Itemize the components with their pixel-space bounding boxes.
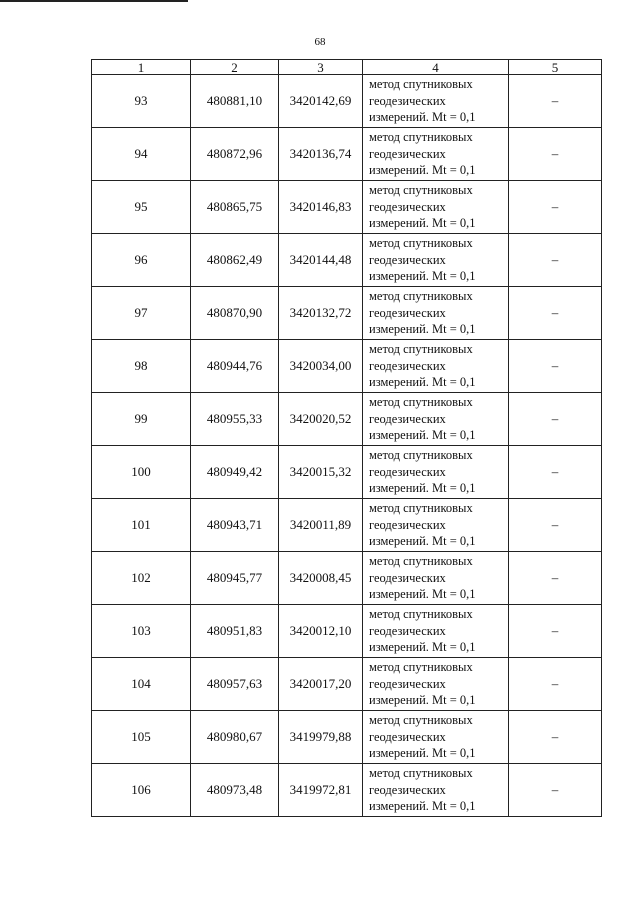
coord-x: 480957,63 <box>191 658 279 711</box>
method-description: метод спутниковых геодезических измерений. Mt = 0,1 <box>363 446 509 499</box>
table-row <box>92 393 602 446</box>
method-description: метод спутниковых геодезических измерений. Mt = 0,1 <box>363 128 509 181</box>
coord-x: 480881,10 <box>191 75 279 128</box>
method-description: метод спутниковых геодезических измерений. Mt = 0,1 <box>363 605 509 658</box>
table-row <box>92 711 602 764</box>
method-description: метод спутниковых геодезических измерений. Mt = 0,1 <box>363 181 509 234</box>
point-number: 98 <box>92 340 191 393</box>
method-description: метод спутниковых геодезических измерений. Mt = 0,1 <box>363 499 509 552</box>
coord-x: 480980,67 <box>191 711 279 764</box>
method-description: метод спутниковых геодезических измерений. Mt = 0,1 <box>363 764 509 817</box>
coord-y: 3420146,83 <box>279 181 363 234</box>
note-dash: – <box>509 287 602 340</box>
coord-x: 480870,90 <box>191 287 279 340</box>
note-dash: – <box>509 234 602 287</box>
coordinates-table <box>91 59 602 817</box>
table-row <box>92 605 602 658</box>
table-row <box>92 446 602 499</box>
column-header-5: 5 <box>509 60 602 75</box>
note-dash: – <box>509 499 602 552</box>
table-row <box>92 499 602 552</box>
coord-y: 3420012,10 <box>279 605 363 658</box>
coord-x: 480872,96 <box>191 128 279 181</box>
column-header-4: 4 <box>363 60 509 75</box>
note-dash: – <box>509 711 602 764</box>
coord-y: 3420017,20 <box>279 658 363 711</box>
coord-y: 3419979,88 <box>279 711 363 764</box>
note-dash: – <box>509 393 602 446</box>
header-row <box>92 60 602 75</box>
point-number: 106 <box>92 764 191 817</box>
point-number: 96 <box>92 234 191 287</box>
table-row <box>92 658 602 711</box>
point-number: 100 <box>92 446 191 499</box>
note-dash: – <box>509 75 602 128</box>
coord-y: 3420020,52 <box>279 393 363 446</box>
method-description: метод спутниковых геодезических измерений. Mt = 0,1 <box>363 340 509 393</box>
coord-y: 3420008,45 <box>279 552 363 605</box>
table-row <box>92 128 602 181</box>
coord-x: 480945,77 <box>191 552 279 605</box>
method-description: метод спутниковых геодезических измерений. Mt = 0,1 <box>363 393 509 446</box>
note-dash: – <box>509 446 602 499</box>
table-row <box>92 764 602 817</box>
coord-x: 480973,48 <box>191 764 279 817</box>
table-row <box>92 181 602 234</box>
coord-x: 480949,42 <box>191 446 279 499</box>
table-row <box>92 340 602 393</box>
note-dash: – <box>509 764 602 817</box>
method-description: метод спутниковых геодезических измерений. Mt = 0,1 <box>363 658 509 711</box>
point-number: 102 <box>92 552 191 605</box>
column-header-3: 3 <box>279 60 363 75</box>
coord-x: 480862,49 <box>191 234 279 287</box>
table-row <box>92 552 602 605</box>
table-row <box>92 234 602 287</box>
corner-rule <box>0 0 188 2</box>
point-number: 94 <box>92 128 191 181</box>
note-dash: – <box>509 605 602 658</box>
coord-x: 480951,83 <box>191 605 279 658</box>
point-number: 103 <box>92 605 191 658</box>
note-dash: – <box>509 340 602 393</box>
coord-x: 480944,76 <box>191 340 279 393</box>
note-dash: – <box>509 181 602 234</box>
method-description: метод спутниковых геодезических измерений. Mt = 0,1 <box>363 287 509 340</box>
method-description: метод спутниковых геодезических измерений. Mt = 0,1 <box>363 711 509 764</box>
column-header-1: 1 <box>92 60 191 75</box>
note-dash: – <box>509 552 602 605</box>
table-row <box>92 287 602 340</box>
method-description: метод спутниковых геодезических измерений. Mt = 0,1 <box>363 552 509 605</box>
coord-x: 480955,33 <box>191 393 279 446</box>
coord-y: 3420136,74 <box>279 128 363 181</box>
table-body <box>92 75 602 817</box>
coord-y: 3420011,89 <box>279 499 363 552</box>
note-dash: – <box>509 128 602 181</box>
point-number: 93 <box>92 75 191 128</box>
table-row <box>92 75 602 128</box>
coord-y: 3419972,81 <box>279 764 363 817</box>
column-header-2: 2 <box>191 60 279 75</box>
note-dash: – <box>509 658 602 711</box>
point-number: 97 <box>92 287 191 340</box>
coord-x: 480865,75 <box>191 181 279 234</box>
point-number: 101 <box>92 499 191 552</box>
point-number: 105 <box>92 711 191 764</box>
coord-y: 3420132,72 <box>279 287 363 340</box>
point-number: 95 <box>92 181 191 234</box>
coord-y: 3420034,00 <box>279 340 363 393</box>
coord-y: 3420015,32 <box>279 446 363 499</box>
page-number: 68 <box>314 36 326 48</box>
method-description: метод спутниковых геодезических измерений. Mt = 0,1 <box>363 75 509 128</box>
coord-y: 3420142,69 <box>279 75 363 128</box>
point-number: 99 <box>92 393 191 446</box>
point-number: 104 <box>92 658 191 711</box>
method-description: метод спутниковых геодезических измерений. Mt = 0,1 <box>363 234 509 287</box>
coord-x: 480943,71 <box>191 499 279 552</box>
coord-y: 3420144,48 <box>279 234 363 287</box>
